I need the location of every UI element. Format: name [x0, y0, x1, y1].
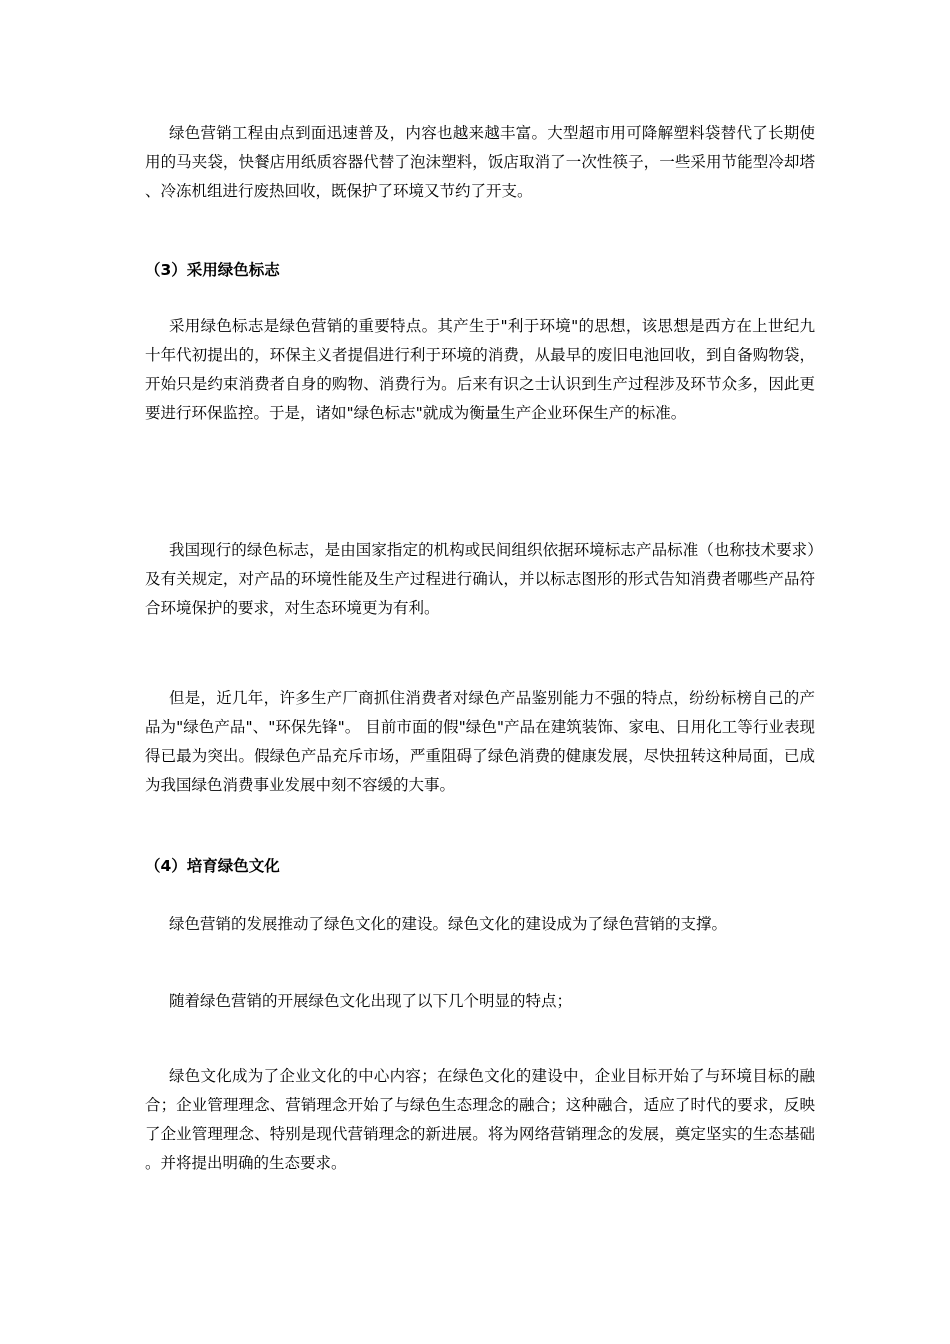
paragraph-fake-green-products: 但是，近几年，许多生产厂商抓住消费者对绿色产品鉴别能力不强的特点，纷纷标榜自己的产品为"绿色产品"、"环保先锋"。 目前市面的假"绿色"产品在建筑装饰、家电、日用化工等行业表现得已最为突出。假绿色产品充斥市场，严重阻碍了绿色消费的健康发展，尽快扭转这种局面，已成为我国绿色消费事业发展中刻不容缓的大事。: [145, 689, 815, 794]
paragraph-china-green-label: 我国现行的绿色标志，是由国家指定的机构或民间组织依据环境标志产品标准（也称技术要求）及有关规定，对产品的环境性能及生产过程进行确认，并以标志图形的形式告知消费者哪些产品符合环境保护的要求，对生态环境更为有利。: [145, 541, 815, 617]
paragraph-green-label-feature: 采用绿色标志是绿色营销的重要特点。其产生于"利于环境"的思想，该思想是西方在上世纪九十年代初提出的，环保主义者提倡进行利于环境的消费，从最早的废旧电池回收，到自备购物袋，开始只是约束消费者自身的购物、消费行为。后来有识之士认识到生产过程涉及环节众多，因此更要进行环保监控。于是，诸如"绿色标志"就成为衡量生产企业环保生产的标准。: [145, 317, 815, 422]
paragraph-corporate-culture: 绿色文化成为了企业文化的中心内容；在绿色文化的建设中，企业目标开始了与环境目标的融合；企业管理理念、营销理念开始了与绿色生态理念的融合；这种融合，适应了时代的要求，反映了企业管理理念、特别是现代营销理念的新进展。将为网络营销理念的发展，奠定坚实的生态基础。并将提出明确的生态要求。: [145, 1067, 815, 1172]
paragraph-green-culture-features: 随着绿色营销的开展绿色文化出现了以下几个明显的特点；: [169, 992, 573, 1010]
heading-green-culture: （4）培育绿色文化: [145, 857, 280, 875]
paragraph-green-marketing-spread: 绿色营销工程由点到面迅速普及，内容也越来越丰富。大型超市用可降解塑料袋替代了长期使用的马夹袋，快餐店用纸质容器代替了泡沫塑料，饭店取消了一次性筷子，一些采用节能型冷却塔、冷冻机组进行废热回收，既保护了环境又节约了开支。: [145, 124, 815, 200]
heading-green-label: （3）采用绿色标志: [145, 261, 280, 279]
paragraph-green-culture-support: 绿色营销的发展推动了绿色文化的建设。绿色文化的建设成为了绿色营销的支撑。: [169, 915, 728, 933]
